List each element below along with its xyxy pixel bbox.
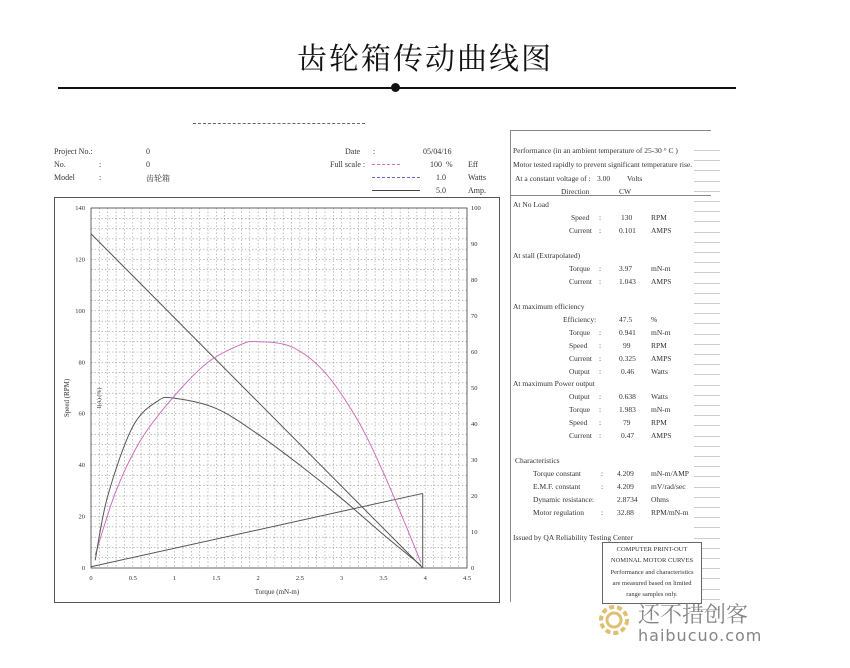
nl-current-value: 0.101 [619,226,636,235]
nl-speed-value: 130 [621,213,633,222]
voltage-unit: Volts [627,174,643,183]
me-torque-label: Torque [569,328,591,337]
ruled-line [694,181,720,182]
nl-speed-label: Speed [571,213,590,222]
gear-logo-icon [596,602,632,638]
st-current-value: 1.043 [619,277,636,286]
ruled-line [694,497,720,498]
ruled-line [694,313,720,314]
st-torque-unit: mN-m [651,264,671,273]
x-tick-label: 3 [340,575,344,582]
mp-output-row: Output : 0.638 Watts [569,392,668,401]
ruled-line [694,507,720,508]
y-left-tick-label: 140 [75,205,85,212]
me-current-unit: AMPS [651,354,672,363]
stall-heading: At stall (Extrapolated) [513,251,581,260]
y-right-tick-label: 80 [471,277,478,284]
stamp-line-3: Performance and characteristics [610,569,694,576]
mr-unit: RPM/mN-m [651,508,689,517]
ruled-line [694,487,720,488]
mp-output-value: 0.638 [619,392,636,401]
me-eff-unit: % [651,315,658,324]
performance-panel [510,130,723,602]
full-scale-label: Full scale : [330,160,366,169]
watermark-en: haibucuo.com [638,626,763,645]
amp-scale-value: 5.0 [436,186,446,195]
watts-legend-swatch [372,177,420,178]
ruled-line [694,517,720,518]
stamp-line-1: COMPUTER PRINT-OUT [616,546,688,553]
ruled-line [694,466,720,467]
y-right-tick-label: 10 [471,529,478,536]
x-tick-label: 4 [423,575,427,582]
date-label: Date [345,147,361,156]
mp-torque-unit: mN-m [651,405,671,414]
chart-frame [54,197,500,603]
x-tick-label: 1 [172,575,177,582]
y-left-tick-label: 60 [78,410,85,418]
me-output-row: Output : 0.46 Watts [569,367,668,376]
ruled-line [694,303,720,304]
y-right-tick-label: 0 [471,565,475,572]
amp-legend-label: Amp. [468,186,486,195]
mp-speed-row: Speed : 79 RPM [569,418,667,427]
ruled-line [694,527,720,528]
tc-row: Torque constant : 4.209 mN-m/AMP [533,469,689,478]
watts-legend-label: Watts [468,173,487,182]
ruled-line [694,293,720,294]
y-left-tick-label: 0 [81,565,85,572]
ruled-line [694,456,720,457]
dashed-rule [193,123,365,124]
me-output-label: Output [569,367,590,376]
mp-speed-label: Speed [569,418,588,427]
me-torque-value: 0.941 [619,328,636,337]
ruled-line [694,201,720,202]
x-tick-label: 0.5 [128,575,137,582]
ruled-line [694,395,720,396]
issued-by: Issued by QA Reliability Testing Center [513,533,633,542]
me-speed-unit: RPM [651,341,667,350]
y-left-tick-label: 120 [75,256,85,264]
series-line-1 [91,493,423,566]
plot-area-border [91,208,467,568]
ruled-line [694,374,720,375]
x-tick-label: 2.5 [295,575,304,582]
model-value: 齿轮箱 [146,174,170,183]
perf-line-2: Motor tested rapidly to prevent significant temperature rise. [513,160,693,169]
emf-unit: mV/rad/sec [651,482,686,491]
direction-value: CW [619,187,632,196]
me-eff-label: Efficiency: [563,315,597,324]
mr-label: Motor regulation [533,508,585,517]
ruled-line [694,425,720,426]
stamp-line-2: NOMINAL MOTOR CURVES [610,557,694,564]
y-right-tick-label: 30 [471,457,478,464]
mp-current-unit: AMPS [651,431,672,440]
voltage-value: 3.00 [597,174,611,183]
nl-current-label: Current [569,226,592,235]
maxpow-heading: At maximum Power output [513,379,595,388]
x-axis-label: Torque (mN-m) [254,588,300,596]
y-axis-label-left: Speed (RPM) [63,378,71,418]
motor-curve-chart [55,198,499,602]
me-output-value: 0.46 [621,367,635,376]
watermark-cn: 还不措创客 [638,603,749,628]
eff-legend-swatch [372,164,400,165]
st-torque-value: 3.97 [619,264,633,273]
ruled-line [694,272,720,273]
y-left-tick-label: 100 [75,307,85,315]
y-left-tick-label: 20 [78,513,85,521]
ruled-line [694,354,720,355]
nl-current-row: Current : 0.101 AMPS [569,226,672,235]
mp-speed-unit: RPM [651,418,667,427]
ruled-line [694,385,720,386]
voltage-row [515,174,643,183]
eff-scale-unit: % [446,160,453,169]
mp-torque-value: 1.983 [619,405,636,414]
page-title: 齿轮箱传动曲线图 [297,42,553,77]
watts-scale-value: 1.0 [436,173,446,182]
no-value: 0 [146,160,150,169]
y-left-tick-label: 80 [78,359,85,367]
x-tick-label: 2 [256,575,260,582]
voltage-label: At a constant voltage of : [515,174,591,183]
chart-axes [91,208,467,568]
y-right-tick-label: 40 [471,421,478,428]
mp-speed-value: 79 [623,418,631,427]
tc-value: 4.209 [617,469,634,478]
ruled-line [694,191,720,192]
dr-row [533,495,669,504]
mp-current-row: Current : 0.47 AMPS [569,431,672,440]
amp-legend-swatch [372,190,420,191]
me-eff-value: 47.5 [619,315,633,324]
y-right-tick-label: 70 [471,313,478,320]
char-heading: Characteristics [515,456,560,465]
ruled-line [694,436,720,437]
y-right-tick-label: 90 [471,241,478,248]
mp-current-label: Current [569,431,592,440]
nl-current-unit: AMPS [651,226,672,235]
ruled-line [694,364,720,365]
ruled-line [694,150,720,151]
watermark [596,598,846,656]
x-tick-label: 3.5 [379,575,388,582]
st-current-unit: AMPS [651,277,672,286]
y-right-tick-label: 20 [471,493,478,500]
dr-label: Dynamic resistance: [533,495,595,504]
ruled-line [694,415,720,416]
project-label: Project No.: [54,147,93,156]
ruled-line [694,538,720,539]
emf-value: 4.209 [617,482,634,491]
me-speed-label: Speed [569,341,588,350]
date-value: 05/04/16 [423,147,452,156]
ruled-line [694,323,720,324]
mr-value: 32.88 [617,508,634,517]
emf-label: E.M.F. constant [533,482,581,491]
eff-legend-label: Eff [468,160,479,169]
y-right-tick-label: 100 [471,205,481,212]
y-axis-label-inner: I(A) (%) [97,387,103,409]
st-current-label: Current [569,277,592,286]
me-eff-row [563,315,658,324]
y-left-tick-label: 40 [78,462,85,470]
me-torque-unit: mN-m [651,328,671,337]
st-torque-row: Torque : 3.97 mN-m [569,264,671,273]
mp-current-value: 0.47 [621,431,635,440]
ruled-line [694,170,720,171]
mp-torque-label: Torque [569,405,591,414]
me-speed-row: Speed : 99 RPM [569,341,667,350]
stamp-line-5: range samples only. [626,591,678,598]
project-value: 0 [146,147,150,156]
printout-stamp [602,542,702,604]
series-line-0 [91,234,423,568]
x-tick-label: 4.5 [462,575,472,582]
mr-row: Motor regulation : 32.88 RPM/mN-m [533,508,689,517]
model-label: Model [54,173,75,182]
tc-unit: mN-m/AMP [651,469,689,478]
ruled-line [694,405,720,406]
ruled-line [694,232,720,233]
mp-output-label: Output [569,392,590,401]
y-right-tick-label: 60 [471,349,478,356]
me-current-row: Current : 0.325 AMPS [569,354,672,363]
ruled-line [694,262,720,263]
me-current-label: Current [569,354,592,363]
ruled-line [694,334,720,335]
ruled-line [694,242,720,243]
me-speed-value: 99 [623,341,631,350]
ruled-line [694,160,720,161]
ruled-line [694,221,720,222]
noload-heading: At No Load [513,200,549,209]
x-tick-label: 0 [89,575,93,582]
ruled-line [694,211,720,212]
perf-line-1: Performance (in an ambient temperature of 25-30 ° C ) [513,146,678,155]
nl-speed-row: Speed : 130 RPM [571,213,667,222]
me-current-value: 0.325 [619,354,636,363]
ruled-line [694,476,720,477]
st-torque-label: Torque [569,264,591,273]
me-torque-row: Torque : 0.941 mN-m [569,328,671,337]
stamp-line-4: are measured based on limited [612,580,692,587]
ruled-line [694,344,720,345]
nl-speed-unit: RPM [651,213,667,222]
st-current-row: Current : 1.043 AMPS [569,277,672,286]
emf-row: E.M.F. constant : 4.209 mV/rad/sec [533,482,686,491]
me-output-unit: Watts [651,367,668,376]
mp-output-unit: Watts [651,392,668,401]
tc-label: Torque constant [533,469,582,478]
x-tick-label: 1.5 [212,575,221,582]
chart-grid [91,208,467,568]
ruled-line [694,446,720,447]
ruled-line [694,252,720,253]
direction-label: Direction [561,187,590,196]
mp-torque-row: Torque : 1.983 mN-m [569,405,671,414]
dr-value: 2.8734 [617,495,638,504]
chart-series [91,234,423,568]
dr-unit: Ohms [651,495,669,504]
maxeff-heading: At maximum efficiency [513,302,585,311]
eff-scale-value: 100 [430,160,442,169]
no-label: No. [54,160,66,169]
y-right-tick-label: 50 [471,385,478,392]
title-divider-dot [391,83,400,92]
ruled-line [694,283,720,284]
